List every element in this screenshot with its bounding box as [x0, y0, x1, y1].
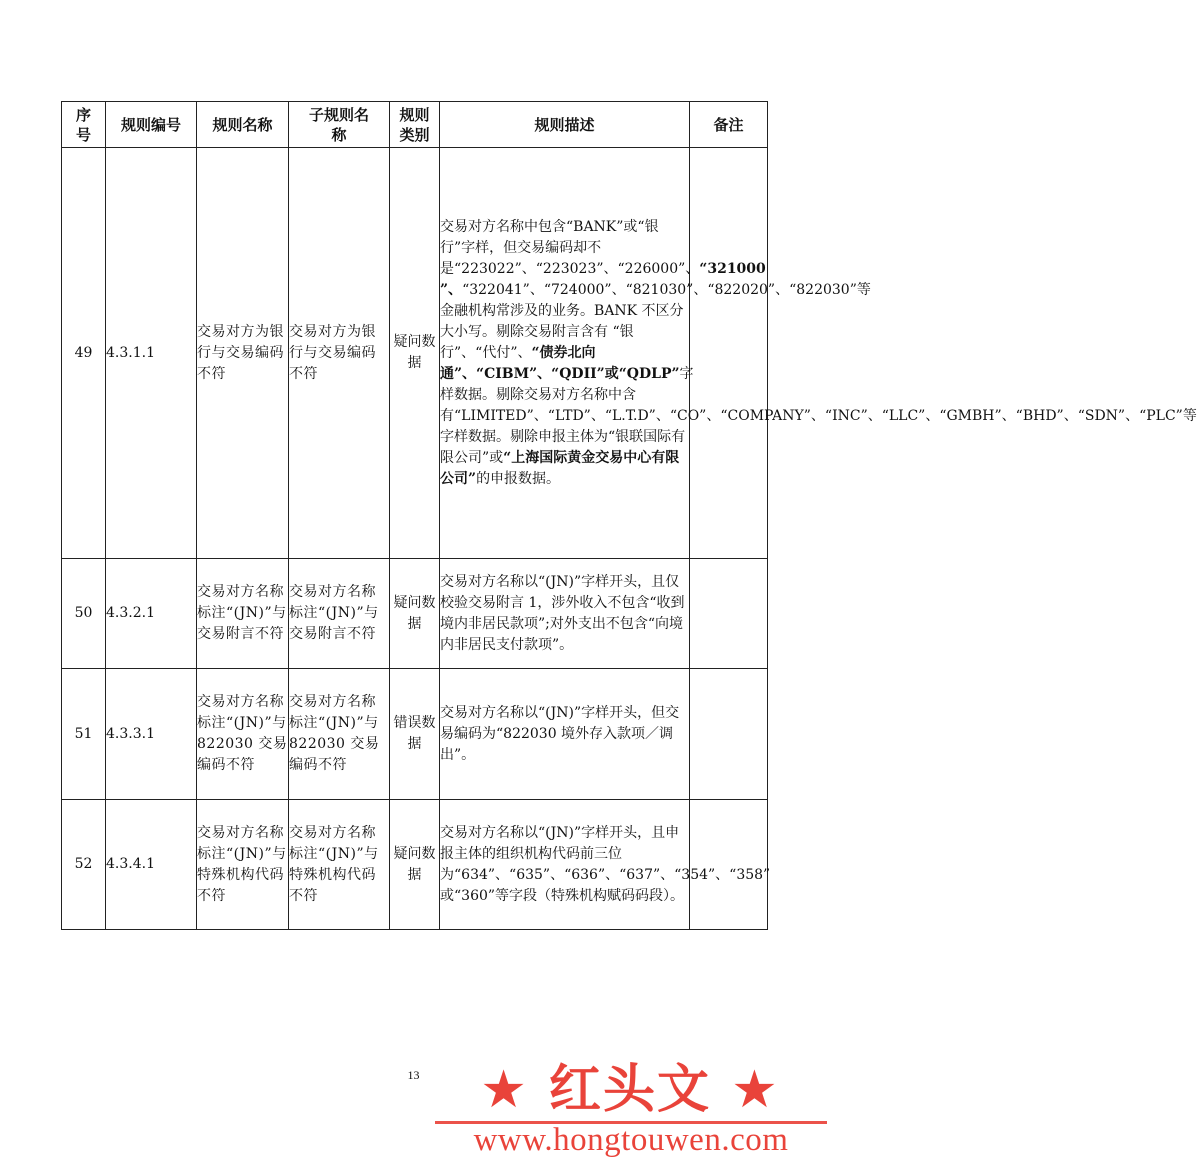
- row-no: 49: [62, 148, 106, 559]
- col-header-desc: 规则描述: [440, 102, 690, 148]
- rule-description: [440, 559, 690, 669]
- desc-segment: 交易对方名称以“(JN)”字样开头，且申报主体的组织机构代码前三位为“634”、“635”、“636”、“637”、“354”、“358” 或“360”等字段（特殊机构赋码码段）。: [440, 824, 771, 904]
- rule-code: 4.3.3.1: [106, 669, 197, 800]
- rule-description: [440, 669, 690, 800]
- rule-type: 疑问数据: [390, 148, 440, 559]
- remark: [690, 800, 768, 930]
- row-no: 51: [62, 669, 106, 800]
- desc-segment: 交易对方名称中包含“BANK”或“银行”字样，但交易编码却不是“223022”、“223023”、“226000”、: [440, 218, 700, 277]
- col-header-no: 序号: [62, 102, 106, 148]
- col-header-remark: 备注: [690, 102, 768, 148]
- desc-segment: “322041”、“724000”、“821030”、“822020”、“822030”等金融机构常涉及的业务。BANK 不区分大小写。剔除交易附言含有 “银行”、“代付”、: [440, 281, 871, 361]
- desc-segment: 的申报数据。: [476, 470, 561, 487]
- col-header-code: 规则编号: [106, 102, 197, 148]
- rule-type: 错误数据: [390, 669, 440, 800]
- table-row: [62, 559, 768, 669]
- row-no: 52: [62, 800, 106, 930]
- sub-rule-name: 交易对方为银行与交易编码不符: [289, 148, 390, 559]
- watermark-url: www.hongtouwen.com: [473, 1122, 789, 1158]
- row-no: 50: [62, 559, 106, 669]
- rule-description: [440, 800, 771, 930]
- table-row: [62, 148, 768, 559]
- table-row: [62, 800, 768, 930]
- remark: [690, 559, 768, 669]
- rule-name: 交易对方为银行与交易编码不符: [197, 148, 289, 559]
- watermark-title: ★ 红头文 ★: [480, 1060, 780, 1120]
- remark: [690, 669, 768, 800]
- rule-name: 交易对方名称标注“(JN)”与822030 交易编码不符: [197, 669, 289, 800]
- rules-table: [61, 101, 1197, 930]
- col-header-type: 规则类别: [390, 102, 440, 148]
- remark: [690, 148, 768, 559]
- desc-segment: 交易对方名称以“(JN)”字样开头，但交易编码为“822030 境外存入款项／调出”。: [440, 704, 680, 763]
- col-header-name: 规则名称: [197, 102, 289, 148]
- desc-segment-bold: “321000 ”、: [440, 260, 766, 298]
- sub-rule-name: 交易对方名称标注“(JN)”与交易附言不符: [289, 559, 390, 669]
- sub-rule-name: 交易对方名称标注“(JN)”与特殊机构代码不符: [289, 800, 390, 930]
- rule-description: [440, 148, 1197, 559]
- page-number: 13: [407, 1068, 420, 1082]
- desc-segment: 交易对方名称以“(JN)”字样开头，且仅校验交易附言 1，涉外收入不包含“收到境内非居民款项”;对外支出不包含“向境内非居民支付款项”。: [440, 573, 685, 653]
- table-row: [62, 669, 768, 800]
- rule-type: 疑问数据: [390, 559, 440, 669]
- desc-segment-bold: “上海国际黄金交易中心有限公司”: [440, 449, 680, 487]
- rule-name: 交易对方名称标注“(JN)”与特殊机构代码不符: [197, 800, 289, 930]
- desc-segment: 字样数据。剔除交易对方名称中含有“LIMITED”、“LTD”、“L.T.D”、“CO”、“COMPANY”、“INC”、“LLC”、“GMBH”、“BHD”、“SDN”、“PLC”等字样数据。剔除申报主体为“银联国际有限公司”或: [440, 365, 1197, 466]
- sub-rule-name: 交易对方名称标注“(JN)”与822030 交易编码不符: [289, 669, 390, 800]
- rule-code: 4.3.4.1: [106, 800, 197, 930]
- rule-type: 疑问数据: [390, 800, 440, 930]
- header-row: [62, 102, 768, 148]
- rule-name: 交易对方名称标注“(JN)”与交易附言不符: [197, 559, 289, 669]
- rule-code: 4.3.1.1: [106, 148, 197, 559]
- desc-segment-bold: “债券北向通”、“CIBM”、“QDII”或“QDLP”: [440, 344, 680, 382]
- rule-code: 4.3.2.1: [106, 559, 197, 669]
- col-header-sub: 子规则名称: [289, 102, 390, 148]
